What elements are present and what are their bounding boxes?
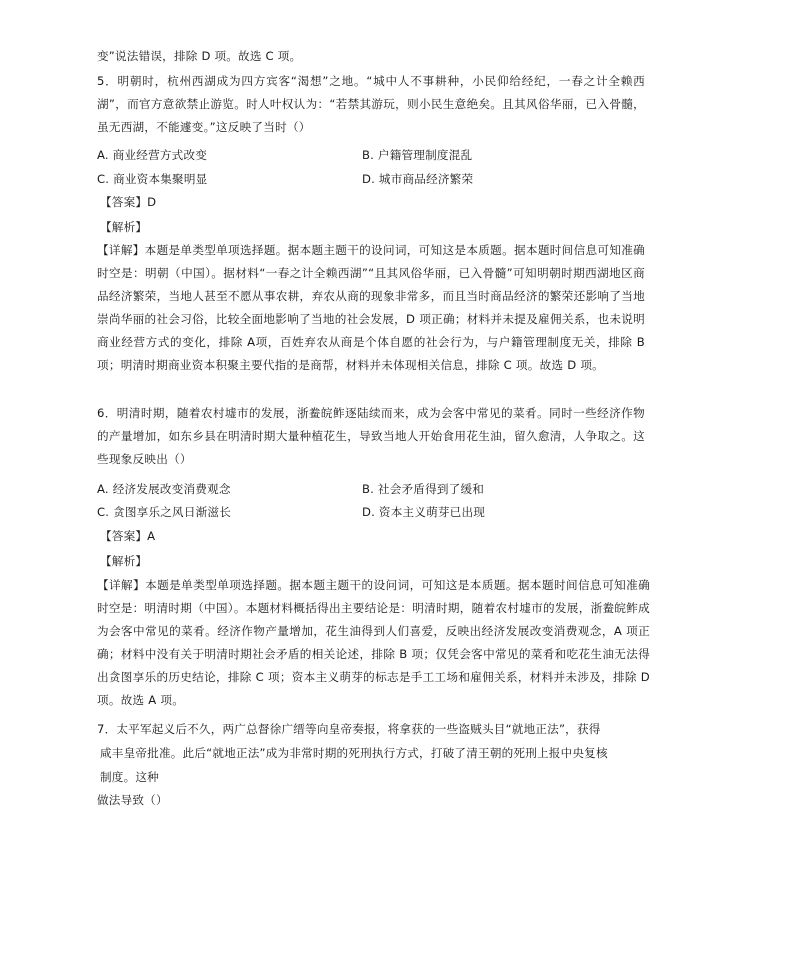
question-5-stem: 5．明朝时，杭州西湖成为四方宾客“渴想”之地。“城中人不事耕种，小民仰给经纪，一春之计全赖西湖”，而官方意欲禁止游览。时人叶权认为：“若禁其游玩，则小民生意绝矣。且其风俗华丽，已入骨髓，虽无西湖，不能遽变。”这反映了当时（）: [97, 74, 645, 135]
question-6-analysis-label: 【解析】: [100, 554, 148, 568]
question-5-analysis-label: 【解析】: [100, 220, 148, 234]
question-6-detail: 【详解】本题是单类型单项选择题。据本题主题干的设问词，可知这是本质题。据本题时间信息可知准确时空是：明清时期（中国）。本题材料概括得出主要结论是：明清时期，随着农村墟市的发展，浙鲞皖鲊成为会客中常见的菜肴。经济作物产量增加，花生油得到人们喜爱，反映出经济发展改变消费观念，A 项正确；材料中没有关于明清时期社会矛盾的相关论述，排除 B 项；仅凭会客中常见的菜肴和吃花生油无法得出贪图享乐的历史结论，排除 C 项；资本主义萌芽的标志是手工工场和雇佣关系，材料并未涉及，排除 D 项。故选 A 项。: [97, 578, 650, 708]
question-6-option-c: C. 贪图享乐之风日渐滋长: [97, 505, 232, 519]
question-6-answer: 【答案】A: [100, 529, 156, 543]
question-7-stem-line-1: 7．太平军起义后不久，两广总督徐广缙等向皇帝奏报，将拿获的一些盗贼头目“就地正法”，获得: [97, 722, 601, 736]
question-5-option-c: C. 商业资本集聚明显: [97, 172, 208, 186]
question-7-stem-line-2: 咸丰皇帝批准。此后“就地正法”成为非常时期的死刑执行方式，打破了清王朝的死刑上报中央复核: [100, 746, 608, 760]
question-6-stem: 6．明清时期，随着农村墟市的发展，浙鲞皖鲊逐陆续而来，成为会客中常见的菜肴。同时一些经济作物的产量增加，如东乡县在明清时期大量种植花生，导致当地人开始食用花生油，留久愈清，人争取之。这些现象反映出（）: [97, 406, 645, 467]
question-5-option-a: A. 商业经营方式改变: [97, 148, 208, 162]
question-5-detail: 【详解】本题是单类型单项选择题。据本题主题干的设问词，可知这是本质题。据本题时间信息可知准确时空是：明朝（中国）。据材料“一春之计全赖西湖”“且其风俗华丽，已入骨髓”可知明朝时期西湖地区商品经济繁荣，当地人甚至不愿从事农耕，弃农从商的现象非常多，而且当时商品经济的繁荣还影响了当地崇尚华丽的社会习俗，比较全面地影响了当地的社会发展，D 项正确；材料并未提及雇佣关系，也未说明商业经营方式的变化，排除 A项，百姓弃农从商是个体自愿的社会行为，与户籍管理制度无关，排除 B 项；明清时期商业资本积聚主要代指的是商帮，材料并未体现相关信息，排除 C 项。故选 D 项。: [97, 243, 645, 373]
question-7-stem-line-4: 做法导致（）: [97, 793, 168, 807]
question-5-option-b: B. 户籍管理制度混乱: [362, 148, 473, 162]
previous-answer-continuation: 变”说法错误，排除 D 项。故选 C 项。: [97, 49, 302, 63]
question-6-option-b: B. 社会矛盾得到了缓和: [362, 482, 485, 496]
question-6-option-d: D. 资本主义萌芽已出现: [362, 505, 486, 519]
question-5-option-d: D. 城市商品经济繁荣: [362, 172, 474, 186]
question-7-stem-line-3: 制度。这种: [100, 770, 159, 784]
question-5-answer: 【答案】D: [100, 195, 157, 209]
question-6-option-a: A. 经济发展改变消费观念: [97, 482, 231, 496]
